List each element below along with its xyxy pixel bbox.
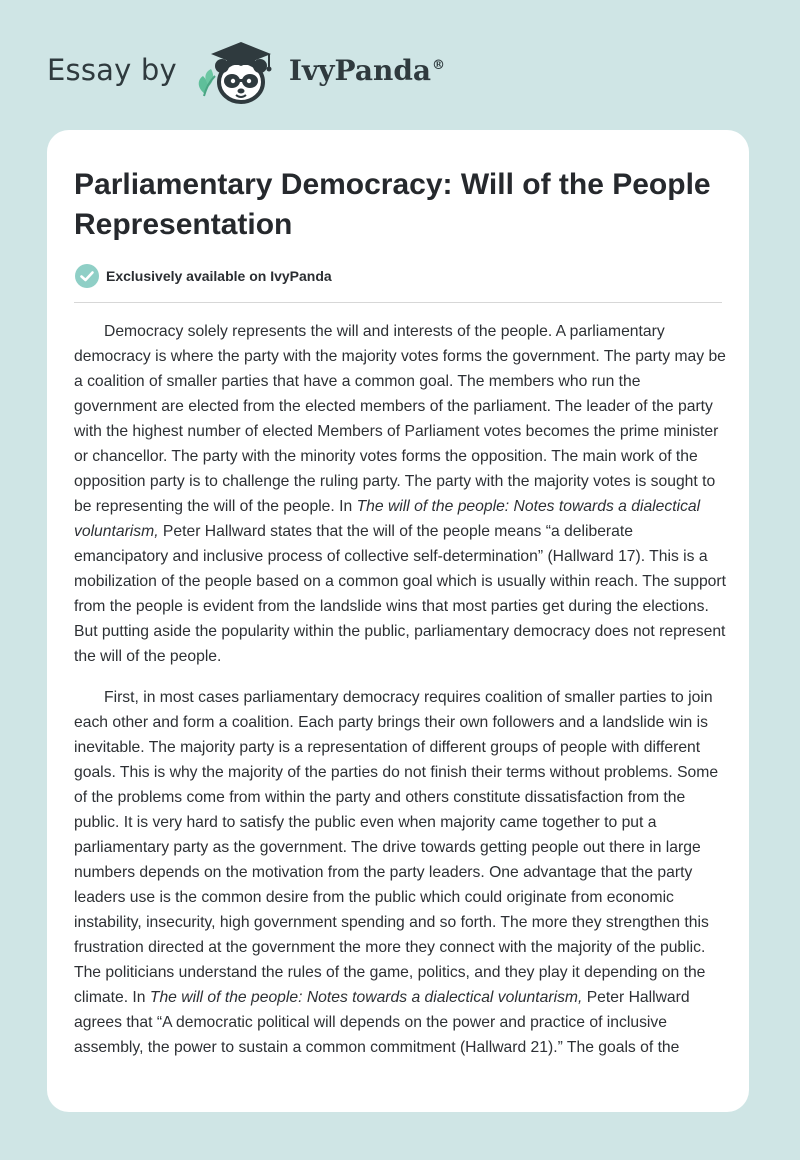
paragraph-1-book-title: The will of the people: Notes towards a dialectical voluntarism, — [74, 498, 701, 540]
panda-graduation-cap-logo-icon[interactable] — [191, 36, 283, 108]
exclusive-badge — [74, 263, 332, 289]
essay-title: Parliamentary Democracy: Will of the People Representation — [74, 168, 711, 241]
essay-by-label: Essay by — [47, 53, 177, 87]
paragraph-2 — [74, 685, 726, 1060]
paragraph-2-book-title: The will of the people: Notes towards a dialectical voluntarism, — [149, 989, 583, 1006]
brand-name-text: IvyPanda — [288, 53, 432, 87]
paragraph-2-text-a: First, in most cases parliamentary democracy requires coalition of smaller parties to join each other and form a coalition. Each party brings their own followers and a landslide win is inevitable. The majority party is a representation of different groups of people with different goals. This is why the majority of the parties do not finish their terms without problems. Some of the problems come from within the party and others constitute dissatisfaction from the public. It is very hard to satisfy the public even when majority came together to put a parliamentary party as the government. The drive towards getting people out there in large numbers depends on the motivation from the party leaders. One advantage that the party leaders use is the common desire from the public which could originate from economic instability, insecurity, high government spending and so forth. The more they strengthen this frustration directed at the government the more they connect with the majority of the public. The politicians understand the rules of the game, politics, and they play it depending on the climate. In — [74, 689, 719, 1006]
exclusive-badge-text: Exclusively available on IvyPanda — [106, 268, 332, 284]
paragraph-2-text-b: Peter Hallward agrees that “A democratic political will depends on the power and practice of inclusive assembly, the power to sustain a common commitment (Hallward 21).” The goals of the — [74, 989, 690, 1056]
paragraph-1-text-a: Democracy solely represents the will and interests of the people. A parliamentary democracy is where the party with the majority votes forms the government. The party may be a coalition of smaller parties that have a common goal. The members who run the government are elected from the elected members of the parliament. The leader of the party with the highest number of elected Members of Parliament votes becomes the prime minister or chancellor. The party with the minority votes forms the opposition. The main work of the opposition party is to challenge the ruling party. The party with the majority votes is sought to be representing the will of the people. In — [74, 323, 726, 515]
essay-body — [74, 319, 726, 1076]
brand-name[interactable] — [289, 54, 445, 87]
paragraph-1-text-b: Peter Hallward states that the will of the people means “a deliberate emancipatory and inclusive process of collective self-determination” (Hallward 17). This is a mobilization of the people based on a common goal which is usually within reach. The support from the people is evident from the landslide wins that most parties get during the elections. But putting aside the popularity within the public, parliamentary democracy does not represent the will of the people. — [74, 523, 726, 665]
site-header — [47, 36, 445, 108]
trademark-symbol: ® — [432, 58, 446, 74]
title-divider — [74, 302, 722, 303]
paragraph-1 — [74, 319, 726, 669]
checkmark-circle-icon — [74, 263, 100, 289]
essay-card — [47, 130, 749, 1112]
